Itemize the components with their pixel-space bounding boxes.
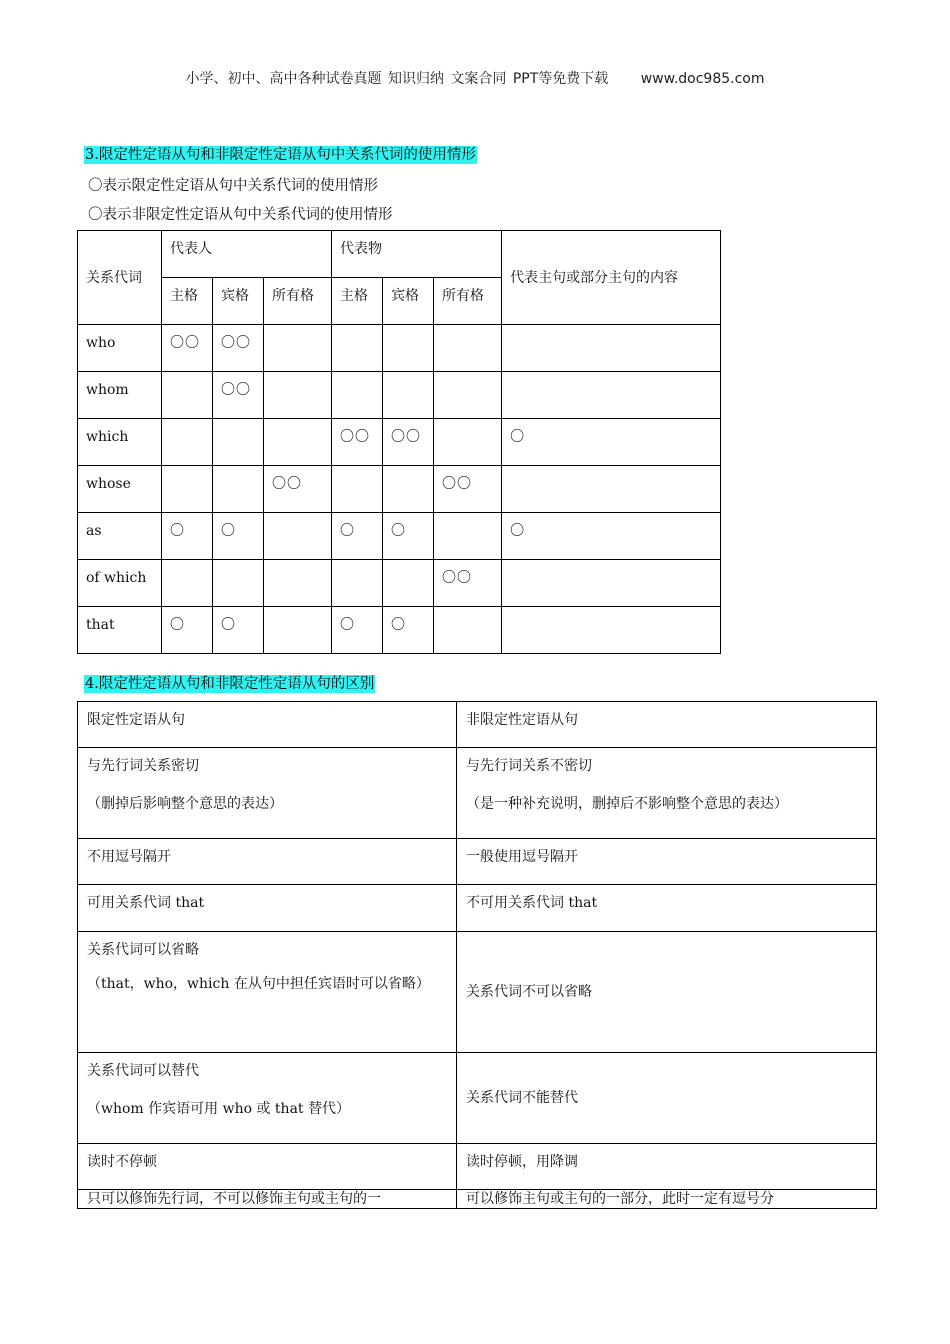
header-person-group: 代表人 — [162, 231, 332, 278]
usage-cell — [502, 372, 721, 419]
usage-cell: 〇 — [383, 607, 434, 654]
page-header — [0, 68, 950, 88]
usage-cell — [502, 325, 721, 372]
table-row — [78, 607, 721, 654]
relative-pronoun-usage-table — [77, 230, 721, 654]
pronoun-cell: whom — [78, 372, 162, 419]
table-row — [78, 932, 877, 1053]
table-row — [78, 372, 721, 419]
table-header-row — [78, 702, 877, 748]
usage-cell — [332, 325, 383, 372]
usage-cell — [264, 325, 332, 372]
usage-cell — [434, 325, 502, 372]
section-3-heading — [84, 143, 477, 164]
diff-left-cell — [78, 1053, 457, 1144]
usage-cell: 〇〇 — [332, 419, 383, 466]
table-row — [78, 466, 721, 513]
header-thing-group: 代表物 — [332, 231, 502, 278]
diff-left-main: 关系代词可以省略 — [87, 942, 199, 958]
subheader-thing-subject: 主格 — [332, 278, 383, 325]
usage-cell: 〇 — [502, 513, 721, 560]
usage-cell: 〇 — [213, 607, 264, 654]
usage-cell: 〇 — [332, 513, 383, 560]
diff-right-cell: 关系代词不可以省略 — [457, 932, 877, 1053]
usage-cell — [162, 466, 213, 513]
usage-cell: 〇〇 — [213, 325, 264, 372]
table-row — [78, 1053, 877, 1144]
usage-cell — [264, 607, 332, 654]
usage-cell: 〇 — [502, 419, 721, 466]
usage-cell — [264, 560, 332, 607]
diff-left-note: （whom 作宾语可用 who 或 that 替代） — [87, 1101, 350, 1117]
usage-cell: 〇〇 — [434, 466, 502, 513]
section-4-heading — [84, 672, 375, 693]
usage-cell: 〇〇 — [434, 560, 502, 607]
usage-cell — [162, 372, 213, 419]
diff-left-cell: 不用逗号隔开 — [78, 839, 457, 885]
usage-cell — [332, 466, 383, 513]
diff-left-cell: 可用关系代词 that — [78, 885, 457, 932]
header-content: 代表主句或部分主句的内容 — [502, 231, 721, 325]
table-row — [78, 513, 721, 560]
usage-cell — [383, 466, 434, 513]
subheader-person-object: 宾格 — [213, 278, 264, 325]
usage-cell — [162, 419, 213, 466]
pronoun-cell: as — [78, 513, 162, 560]
table-row — [78, 748, 877, 839]
legend-restrictive: 〇表示限定性定语从句中关系代词的使用情形 — [88, 178, 378, 194]
usage-cell — [434, 372, 502, 419]
diff-left-main: 与先行词关系密切 — [87, 758, 199, 774]
usage-cell — [213, 560, 264, 607]
usage-cell: 〇〇 — [383, 419, 434, 466]
usage-cell — [264, 372, 332, 419]
section-4-heading-text: 4.限定性定语从句和非限定性定语从句的区别 — [85, 676, 375, 692]
diff-left-cell — [78, 748, 457, 839]
usage-cell — [383, 372, 434, 419]
usage-cell: 〇 — [332, 607, 383, 654]
usage-cell — [213, 419, 264, 466]
diff-right-cell: 不可用关系代词 that — [457, 885, 877, 932]
usage-cell — [434, 419, 502, 466]
table-row — [78, 560, 721, 607]
usage-cell — [502, 560, 721, 607]
usage-cell: 〇 — [383, 513, 434, 560]
diff-right-cell: 读时停顿，用降调 — [457, 1144, 877, 1190]
subheader-thing-object: 宾格 — [383, 278, 434, 325]
usage-cell — [383, 560, 434, 607]
diff-left-note: （that，who，which 在从句中担任宾语时可以省略） — [87, 976, 430, 992]
pronoun-cell: that — [78, 607, 162, 654]
usage-cell — [162, 560, 213, 607]
clause-difference-table — [77, 701, 877, 1209]
diff-right-main: 与先行词关系不密切 — [466, 758, 592, 774]
usage-cell: 〇 — [162, 513, 213, 560]
subheader-thing-possessive: 所有格 — [434, 278, 502, 325]
usage-cell — [264, 419, 332, 466]
diff-left-cell: 只可以修饰先行词，不可以修饰主句或主句的一 — [78, 1190, 457, 1209]
usage-cell — [332, 560, 383, 607]
subheader-person-possessive: 所有格 — [264, 278, 332, 325]
header-text: 小学、初中、高中各种试卷真题 知识归纳 文案合同 PPT等免费下载 — [185, 71, 609, 87]
diff-left-cell: 读时不停顿 — [78, 1144, 457, 1190]
usage-cell: 〇〇 — [264, 466, 332, 513]
diff-right-note: （是一种补充说明，删掉后不影响整个意思的表达） — [466, 796, 788, 812]
section-3-heading-text: 3.限定性定语从句和非限定性定语从句中关系代词的使用情形 — [85, 147, 476, 163]
legend-nonrestrictive: 〇表示非限定性定语从句中关系代词的使用情形 — [88, 207, 393, 223]
diff-right-cell: 可以修饰主句或主句的一部分，此时一定有逗号分 — [457, 1190, 877, 1209]
usage-table-body — [78, 325, 721, 654]
header-pronoun: 关系代词 — [78, 231, 162, 325]
usage-cell: 〇〇 — [213, 372, 264, 419]
usage-cell — [502, 607, 721, 654]
subheader-person-subject: 主格 — [162, 278, 213, 325]
header-restrictive: 限定性定语从句 — [78, 702, 457, 748]
usage-cell — [383, 325, 434, 372]
usage-cell: 〇 — [162, 607, 213, 654]
diff-left-main: 关系代词可以替代 — [87, 1063, 199, 1079]
table-row — [78, 325, 721, 372]
usage-cell — [332, 372, 383, 419]
diff-right-cell: 一般使用逗号隔开 — [457, 839, 877, 885]
usage-cell — [213, 466, 264, 513]
pronoun-cell: which — [78, 419, 162, 466]
table-row — [78, 1144, 877, 1190]
pronoun-cell: whose — [78, 466, 162, 513]
pronoun-cell: of which — [78, 560, 162, 607]
header-site-link[interactable]: www.doc985.com — [640, 71, 765, 87]
pronoun-cell: who — [78, 325, 162, 372]
diff-right-cell: 关系代词不能替代 — [457, 1053, 877, 1144]
usage-cell: 〇 — [213, 513, 264, 560]
diff-left-note: （删掉后影响整个意思的表达） — [87, 796, 283, 812]
table-row — [78, 885, 877, 932]
diff-left-cell — [78, 932, 457, 1053]
table-row — [78, 839, 877, 885]
usage-cell — [502, 466, 721, 513]
diff-right-cell — [457, 748, 877, 839]
header-nonrestrictive: 非限定性定语从句 — [457, 702, 877, 748]
usage-cell: 〇〇 — [162, 325, 213, 372]
table-header-row — [78, 231, 721, 278]
usage-cell — [434, 513, 502, 560]
usage-cell — [434, 607, 502, 654]
table-row — [78, 419, 721, 466]
usage-cell — [264, 513, 332, 560]
table-row — [78, 1190, 877, 1209]
